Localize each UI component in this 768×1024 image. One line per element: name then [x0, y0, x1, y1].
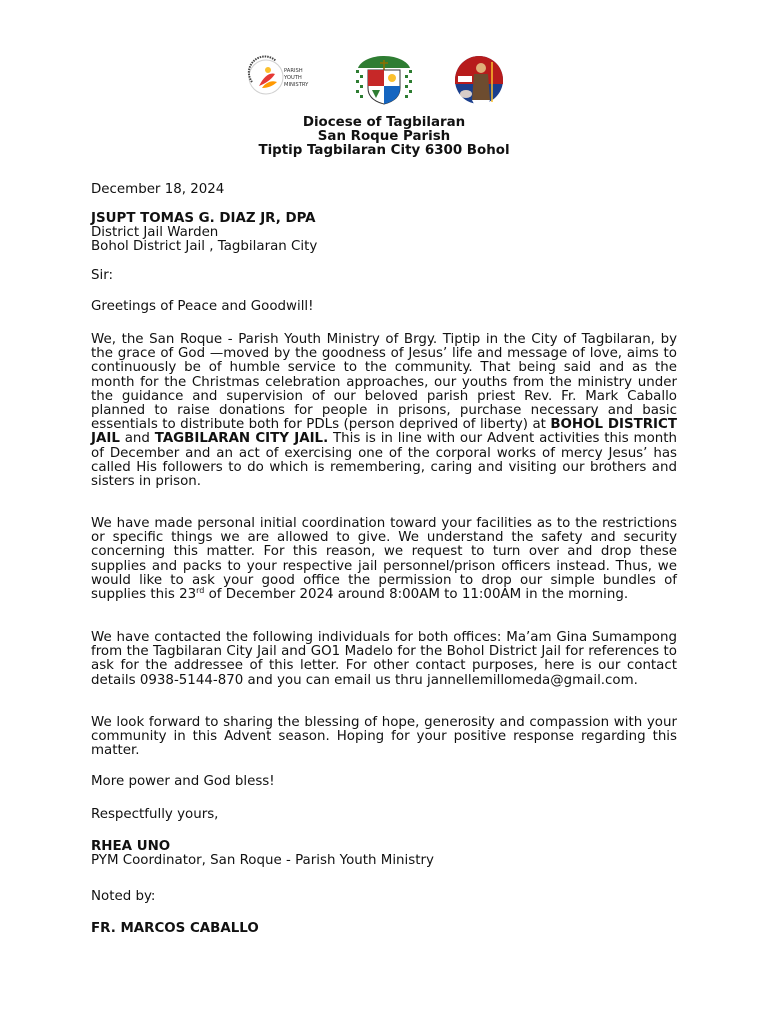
- parish-youth-ministry-logo: [246, 52, 316, 102]
- para1-text-a: We, the San Roque - Parish Youth Ministry of Brgy. Tiptip in the City of Tagbilaran, by the grace of God —moved by the goodness of Jesus’ life and message of love, aims to continuously be of humble service to the community. That being said and as the month for the Christmas celebration approaches, our youths from the ministry under the guidance and supervision of our beloved parish priest Rev. Fr. Mark Caballo planned to raise donations for people in prisons, purchase necessary and basic essentials to distribute both for PDLs (person deprived of liberty) at: [91, 332, 677, 433]
- para1-text-b: and: [119, 431, 155, 447]
- noted-by-label: Noted by:: [91, 889, 156, 904]
- recipient-block: [91, 212, 677, 255]
- letterhead-address: Tiptip Tagbilaran City 6300 Bohol: [258, 143, 510, 159]
- recipient-name: JSUPT TOMAS G. DIAZ JR, DPA: [91, 211, 316, 226]
- recipient-title: District Jail Warden: [91, 225, 219, 241]
- closing-respectfully: Respectfully yours,: [91, 807, 219, 822]
- letterhead-parish: San Roque Parish: [317, 129, 451, 145]
- body-paragraph-4: We look forward to sharing the blessing of hope, generosity and compassion with your community in this Advent season. Hoping for your positive response regarding this matter.: [91, 715, 677, 759]
- logo-text-line-3: MINISTRY: [284, 82, 309, 88]
- recipient-office: Bohol District Jail , Tagbilaran City: [91, 239, 318, 255]
- signature-block: [91, 840, 677, 868]
- para2-text-b: of December 2024 around 8:00AM to 11:00AM in the morning.: [204, 587, 629, 603]
- body-paragraph-2: [91, 517, 677, 602]
- para1-text-c: This is in line with our Advent activities this month of December and an act of exercising one of the corporal works of mercy Jesus’ has called His followers to do which is remembering, caring and visiting our brothers and sisters in prison.: [91, 431, 677, 490]
- para2-text-a: We have made personal initial coordination toward your facilities as to the restrictions or specific things we are allowed to give. We understand the safety and security concerning this matter. For this reason, we request to turn over and drop these supplies and packs to your respective jail personnel/prison officers instead. Thus, we would like to ask your good office the permission to drop our simple bundles of supplies this 23: [91, 516, 677, 603]
- noter-name: FR. MARCOS CABALLO: [91, 921, 259, 936]
- signer-name: RHEA UNO: [91, 839, 171, 854]
- logo-text-line-2: YOUTH: [284, 75, 302, 81]
- signer-title: PYM Coordinator, San Roque - Parish Youth Ministry: [91, 853, 434, 869]
- body-paragraph-1: [91, 333, 677, 489]
- salutation: Sir:: [91, 268, 114, 283]
- letterhead-diocese: Diocese of Tagbilaran: [302, 115, 466, 130]
- para2-ordinal-suffix: rd: [196, 586, 205, 596]
- closing-blessing: More power and God bless!: [91, 774, 275, 789]
- para1-bold-bohol-district-jail: BOHOL DISTRICT JAIL: [91, 417, 677, 447]
- san-roque-saint-logo: [452, 54, 506, 106]
- letter-date: December 18, 2024: [91, 182, 225, 197]
- diocese-coat-of-arms-logo: [352, 54, 416, 106]
- para1-bold-tagbilaran-city-jail: TAGBILARAN CITY JAIL.: [154, 431, 329, 447]
- body-paragraph-3: We have contacted the following individuals for both offices: Ma’am Gina Sumampong from the Tagbilaran City Jail and GO1 Madelo for the Bohol District Jail for references to ask for the addressee of this letter. For other contact purposes, here is our contact details 0938-5144-870 and you can email us thru jannellemillomeda@gmail.com.: [91, 630, 677, 688]
- logo-text-line-1: PARISH: [284, 68, 303, 74]
- greeting: Greetings of Peace and Goodwill!: [91, 299, 314, 314]
- letterhead: [0, 116, 768, 159]
